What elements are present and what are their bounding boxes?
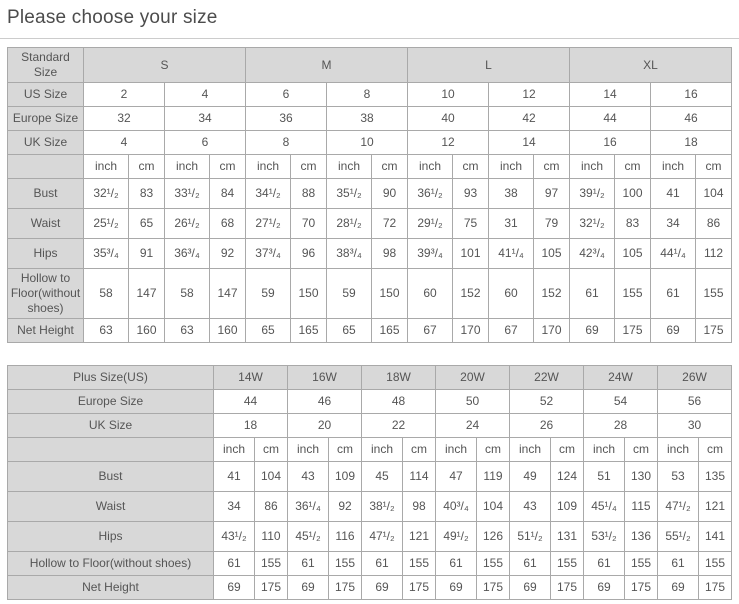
unit-inch-cell: inch [570, 155, 615, 179]
measure-value-cell: 39³/₄ [408, 239, 453, 269]
unit-cm-cell: cm [255, 438, 288, 462]
measure-value-cell: 38³/₄ [327, 239, 372, 269]
measure-value-cell: 36¹/₄ [288, 492, 329, 522]
measure-value-cell: 58 [165, 269, 210, 319]
unit-cm-cell: cm [534, 155, 570, 179]
measure-row [8, 209, 732, 239]
size-number-cell: 12 [408, 131, 489, 155]
measure-value-cell: 130 [625, 462, 658, 492]
size-number-row [8, 131, 732, 155]
measure-value-cell: 96 [291, 239, 327, 269]
measure-value-cell: 27¹/₂ [246, 209, 291, 239]
measure-value-cell: 42³/₄ [570, 239, 615, 269]
plus-size-table [7, 365, 732, 600]
measure-value-cell: 72 [372, 209, 408, 239]
measure-value-cell: 155 [329, 552, 362, 576]
measure-value-cell: 126 [477, 522, 510, 552]
measure-value-cell: 40³/₄ [436, 492, 477, 522]
unit-inch-cell: inch [165, 155, 210, 179]
measure-value-cell: 61 [214, 552, 255, 576]
measure-row [8, 492, 732, 522]
size-group-cell: 26W [658, 366, 732, 390]
size-number-cell: 42 [489, 107, 570, 131]
measure-value-cell: 104 [477, 492, 510, 522]
measure-value-cell: 39¹/₂ [570, 179, 615, 209]
size-group-row [8, 366, 732, 390]
measure-value-cell: 70 [291, 209, 327, 239]
unit-cm-cell: cm [625, 438, 658, 462]
measure-value-cell: 165 [291, 319, 327, 343]
size-number-row [8, 107, 732, 131]
unit-cm-cell: cm [291, 155, 327, 179]
measure-value-cell: 53¹/₂ [584, 522, 625, 552]
size-number-cell: 52 [510, 390, 584, 414]
measure-value-cell: 32¹/₂ [570, 209, 615, 239]
row-label: Europe Size [8, 107, 84, 131]
size-group-row [8, 48, 732, 83]
measure-value-cell: 41 [214, 462, 255, 492]
measure-label: Hips [8, 522, 214, 552]
size-number-cell: 8 [327, 83, 408, 107]
measure-value-cell: 150 [291, 269, 327, 319]
measure-value-cell: 61 [436, 552, 477, 576]
unit-cm-cell: cm [699, 438, 732, 462]
measure-value-cell: 131 [551, 522, 584, 552]
measure-value-cell: 155 [551, 552, 584, 576]
empty-label-cell [8, 155, 84, 179]
measure-value-cell: 43 [288, 462, 329, 492]
measure-value-cell: 175 [696, 319, 732, 343]
measure-value-cell: 147 [210, 269, 246, 319]
measure-value-cell: 150 [372, 269, 408, 319]
measure-value-cell: 69 [658, 576, 699, 600]
unit-inch-cell: inch [436, 438, 477, 462]
measure-value-cell: 35¹/₂ [327, 179, 372, 209]
size-number-cell: 24 [436, 414, 510, 438]
unit-inch-cell: inch [489, 155, 534, 179]
measure-value-cell: 83 [615, 209, 651, 239]
measure-value-cell: 61 [362, 552, 403, 576]
measure-row [8, 552, 732, 576]
measure-value-cell: 45 [362, 462, 403, 492]
measure-value-cell: 65 [129, 209, 165, 239]
measure-value-cell: 69 [651, 319, 696, 343]
measure-value-cell: 79 [534, 209, 570, 239]
unit-cm-cell: cm [551, 438, 584, 462]
measure-value-cell: 93 [453, 179, 489, 209]
measure-value-cell: 31 [489, 209, 534, 239]
size-number-row [8, 390, 732, 414]
unit-inch-cell: inch [246, 155, 291, 179]
measure-value-cell: 119 [477, 462, 510, 492]
measure-value-cell: 155 [625, 552, 658, 576]
measure-value-cell: 43¹/₂ [214, 522, 255, 552]
size-number-cell: 28 [584, 414, 658, 438]
size-group-cell: M [246, 48, 408, 83]
measure-value-cell: 45¹/₄ [584, 492, 625, 522]
size-number-cell: 10 [408, 83, 489, 107]
unit-inch-cell: inch [84, 155, 129, 179]
unit-cm-cell: cm [453, 155, 489, 179]
measure-value-cell: 63 [84, 319, 129, 343]
measure-value-cell: 88 [291, 179, 327, 209]
measure-value-cell: 69 [214, 576, 255, 600]
measure-row [8, 269, 732, 319]
measure-value-cell: 69 [570, 319, 615, 343]
measure-value-cell: 61 [584, 552, 625, 576]
unit-inch-cell: inch [288, 438, 329, 462]
row-label: UK Size [8, 414, 214, 438]
size-tables-container [0, 39, 739, 604]
measure-label: Hollow to Floor(without shoes) [8, 552, 214, 576]
measure-value-cell: 98 [372, 239, 408, 269]
measure-value-cell: 60 [408, 269, 453, 319]
measure-value-cell: 38¹/₂ [362, 492, 403, 522]
size-number-cell: 46 [288, 390, 362, 414]
measure-value-cell: 152 [453, 269, 489, 319]
unit-cm-cell: cm [696, 155, 732, 179]
measure-value-cell: 147 [129, 269, 165, 319]
measure-value-cell: 175 [255, 576, 288, 600]
measure-value-cell: 58 [84, 269, 129, 319]
measure-value-cell: 51 [584, 462, 625, 492]
size-group-cell: 24W [584, 366, 658, 390]
unit-cm-cell: cm [329, 438, 362, 462]
measure-value-cell: 109 [551, 492, 584, 522]
measure-value-cell: 49 [510, 462, 551, 492]
unit-inch-cell: inch [214, 438, 255, 462]
size-number-cell: 44 [214, 390, 288, 414]
measure-label: Hips [8, 239, 84, 269]
unit-row [8, 438, 732, 462]
measure-value-cell: 35³/₄ [84, 239, 129, 269]
measure-value-cell: 165 [372, 319, 408, 343]
measure-value-cell: 110 [255, 522, 288, 552]
measure-value-cell: 36³/₄ [165, 239, 210, 269]
measure-value-cell: 121 [403, 522, 436, 552]
unit-cm-cell: cm [403, 438, 436, 462]
unit-inch-cell: inch [651, 155, 696, 179]
measure-value-cell: 61 [570, 269, 615, 319]
measure-value-cell: 152 [534, 269, 570, 319]
measure-value-cell: 69 [584, 576, 625, 600]
size-number-cell: 4 [165, 83, 246, 107]
size-number-cell: 4 [84, 131, 165, 155]
size-group-cell: S [84, 48, 246, 83]
measure-value-cell: 101 [453, 239, 489, 269]
measure-value-cell: 37³/₄ [246, 239, 291, 269]
size-number-cell: 14 [570, 83, 651, 107]
measure-value-cell: 67 [408, 319, 453, 343]
measure-value-cell: 155 [696, 269, 732, 319]
measure-value-cell: 68 [210, 209, 246, 239]
size-number-cell: 16 [570, 131, 651, 155]
measure-value-cell: 114 [403, 462, 436, 492]
measure-value-cell: 84 [210, 179, 246, 209]
measure-value-cell: 63 [165, 319, 210, 343]
measure-value-cell: 28¹/₂ [327, 209, 372, 239]
measure-value-cell: 105 [615, 239, 651, 269]
measure-value-cell: 109 [329, 462, 362, 492]
measure-value-cell: 69 [362, 576, 403, 600]
size-group-cell: 14W [214, 366, 288, 390]
size-number-cell: 14 [489, 131, 570, 155]
measure-value-cell: 47 [436, 462, 477, 492]
size-number-cell: 12 [489, 83, 570, 107]
size-number-cell: 54 [584, 390, 658, 414]
size-number-cell: 50 [436, 390, 510, 414]
size-number-row [8, 414, 732, 438]
size-number-row [8, 83, 732, 107]
size-number-cell: 56 [658, 390, 732, 414]
measure-value-cell: 155 [615, 269, 651, 319]
size-group-cell: XL [570, 48, 732, 83]
measure-label: Net Height [8, 576, 214, 600]
unit-cm-cell: cm [210, 155, 246, 179]
measure-value-cell: 175 [625, 576, 658, 600]
size-guide-page [0, 7, 739, 604]
size-number-cell: 18 [214, 414, 288, 438]
measure-label: Hollow to Floor(without shoes) [8, 269, 84, 319]
size-number-cell: 6 [165, 131, 246, 155]
measure-value-cell: 92 [210, 239, 246, 269]
size-number-cell: 20 [288, 414, 362, 438]
unit-cm-cell: cm [372, 155, 408, 179]
measure-value-cell: 136 [625, 522, 658, 552]
measure-value-cell: 34¹/₂ [246, 179, 291, 209]
measure-value-cell: 59 [246, 269, 291, 319]
measure-label: Net Height [8, 319, 84, 343]
measure-value-cell: 175 [477, 576, 510, 600]
measure-value-cell: 25¹/₂ [84, 209, 129, 239]
measure-value-cell: 92 [329, 492, 362, 522]
measure-value-cell: 41¹/₄ [489, 239, 534, 269]
measure-value-cell: 60 [489, 269, 534, 319]
measure-value-cell: 175 [329, 576, 362, 600]
unit-cm-cell: cm [129, 155, 165, 179]
size-number-cell: 38 [327, 107, 408, 131]
measure-value-cell: 69 [288, 576, 329, 600]
size-number-cell: 22 [362, 414, 436, 438]
size-number-cell: 40 [408, 107, 489, 131]
measure-value-cell: 86 [255, 492, 288, 522]
standard-size-table [7, 47, 732, 343]
measure-row [8, 319, 732, 343]
measure-value-cell: 49¹/₂ [436, 522, 477, 552]
size-group-cell: 22W [510, 366, 584, 390]
unit-cm-cell: cm [615, 155, 651, 179]
size-group-cell: L [408, 48, 570, 83]
measure-value-cell: 116 [329, 522, 362, 552]
measure-value-cell: 55¹/₂ [658, 522, 699, 552]
measure-value-cell: 175 [699, 576, 732, 600]
measure-label: Waist [8, 492, 214, 522]
measure-value-cell: 33¹/₂ [165, 179, 210, 209]
measure-value-cell: 43 [510, 492, 551, 522]
unit-cm-cell: cm [477, 438, 510, 462]
measure-value-cell: 34 [651, 209, 696, 239]
measure-value-cell: 65 [327, 319, 372, 343]
measure-value-cell: 47¹/₂ [658, 492, 699, 522]
measure-value-cell: 51¹/₂ [510, 522, 551, 552]
measure-value-cell: 170 [534, 319, 570, 343]
measure-value-cell: 53 [658, 462, 699, 492]
size-number-cell: 26 [510, 414, 584, 438]
unit-inch-cell: inch [408, 155, 453, 179]
size-number-cell: 48 [362, 390, 436, 414]
measure-value-cell: 61 [510, 552, 551, 576]
measure-value-cell: 155 [477, 552, 510, 576]
size-number-cell: 34 [165, 107, 246, 131]
measure-row [8, 522, 732, 552]
measure-value-cell: 45¹/₂ [288, 522, 329, 552]
size-number-cell: 30 [658, 414, 732, 438]
page-title: Please choose your size [7, 7, 218, 28]
measure-value-cell: 29¹/₂ [408, 209, 453, 239]
measure-value-cell: 155 [403, 552, 436, 576]
measure-value-cell: 98 [403, 492, 436, 522]
row-label: Standard Size [8, 48, 84, 83]
unit-inch-cell: inch [327, 155, 372, 179]
measure-value-cell: 65 [246, 319, 291, 343]
size-number-cell: 46 [651, 107, 732, 131]
measure-value-cell: 38 [489, 179, 534, 209]
measure-row [8, 179, 732, 209]
measure-value-cell: 155 [255, 552, 288, 576]
unit-inch-cell: inch [362, 438, 403, 462]
measure-value-cell: 36¹/₂ [408, 179, 453, 209]
size-group-cell: 20W [436, 366, 510, 390]
unit-inch-cell: inch [510, 438, 551, 462]
measure-value-cell: 97 [534, 179, 570, 209]
measure-value-cell: 160 [210, 319, 246, 343]
measure-label: Waist [8, 209, 84, 239]
measure-value-cell: 175 [551, 576, 584, 600]
measure-value-cell: 90 [372, 179, 408, 209]
measure-value-cell: 67 [489, 319, 534, 343]
unit-inch-cell: inch [584, 438, 625, 462]
measure-value-cell: 124 [551, 462, 584, 492]
measure-value-cell: 44¹/₄ [651, 239, 696, 269]
measure-value-cell: 100 [615, 179, 651, 209]
measure-value-cell: 104 [255, 462, 288, 492]
measure-value-cell: 34 [214, 492, 255, 522]
measure-value-cell: 121 [699, 492, 732, 522]
row-label: UK Size [8, 131, 84, 155]
measure-value-cell: 32¹/₂ [84, 179, 129, 209]
measure-value-cell: 170 [453, 319, 489, 343]
measure-value-cell: 41 [651, 179, 696, 209]
measure-value-cell: 61 [288, 552, 329, 576]
measure-row [8, 576, 732, 600]
measure-value-cell: 175 [615, 319, 651, 343]
measure-value-cell: 155 [699, 552, 732, 576]
row-label: US Size [8, 83, 84, 107]
measure-value-cell: 47¹/₂ [362, 522, 403, 552]
measure-value-cell: 112 [696, 239, 732, 269]
measure-row [8, 462, 732, 492]
measure-value-cell: 59 [327, 269, 372, 319]
measure-value-cell: 160 [129, 319, 165, 343]
size-number-cell: 10 [327, 131, 408, 155]
measure-value-cell: 83 [129, 179, 165, 209]
measure-label: Bust [8, 462, 214, 492]
measure-value-cell: 141 [699, 522, 732, 552]
measure-value-cell: 86 [696, 209, 732, 239]
size-number-cell: 36 [246, 107, 327, 131]
size-number-cell: 8 [246, 131, 327, 155]
size-number-cell: 18 [651, 131, 732, 155]
measure-value-cell: 175 [403, 576, 436, 600]
measure-value-cell: 69 [510, 576, 551, 600]
unit-row [8, 155, 732, 179]
size-group-cell: 16W [288, 366, 362, 390]
measure-value-cell: 104 [696, 179, 732, 209]
measure-value-cell: 75 [453, 209, 489, 239]
measure-value-cell: 115 [625, 492, 658, 522]
measure-value-cell: 26¹/₂ [165, 209, 210, 239]
size-number-cell: 44 [570, 107, 651, 131]
row-label: Plus Size(US) [8, 366, 214, 390]
row-label: Europe Size [8, 390, 214, 414]
measure-value-cell: 91 [129, 239, 165, 269]
measure-value-cell: 61 [651, 269, 696, 319]
measure-value-cell: 61 [658, 552, 699, 576]
measure-value-cell: 69 [436, 576, 477, 600]
measure-value-cell: 105 [534, 239, 570, 269]
empty-label-cell [8, 438, 214, 462]
size-number-cell: 32 [84, 107, 165, 131]
size-group-cell: 18W [362, 366, 436, 390]
measure-value-cell: 135 [699, 462, 732, 492]
unit-inch-cell: inch [658, 438, 699, 462]
size-number-cell: 16 [651, 83, 732, 107]
measure-label: Bust [8, 179, 84, 209]
measure-row [8, 239, 732, 269]
size-number-cell: 6 [246, 83, 327, 107]
size-number-cell: 2 [84, 83, 165, 107]
